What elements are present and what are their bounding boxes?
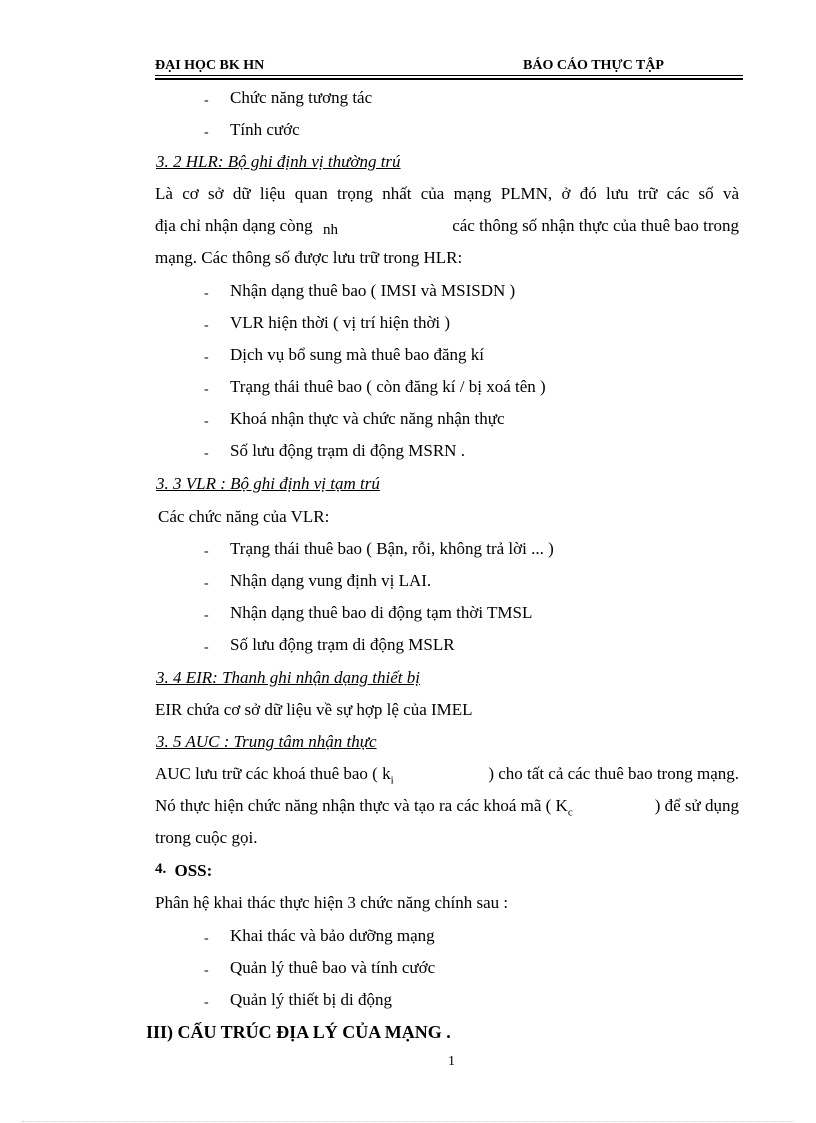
section-heading-vlr: 3. 3 VLR : Bộ ghi định vị tạm trú — [156, 474, 380, 493]
list-item: Chức năng tương tác — [230, 88, 373, 107]
list-item: Nhận dạng thuê bao ( IMSI và MSISDN ) — [230, 281, 516, 300]
hlr-paragraph-line-2: địa chỉ nhận dạng còng nh các thông số nhận thực của thuê bao trong — [155, 216, 739, 238]
list-item: Dịch vụ bổ sung mà thuê bao đăng kí — [230, 345, 485, 364]
header-right: BÁO CÁO THỰC TẬP — [523, 58, 664, 73]
hlr-paragraph-line-3: mạng. Các thông số được lưu trữ trong HLR: — [155, 248, 463, 267]
list-item: VLR hiện thời ( vị trí hiện thời ) — [230, 313, 451, 332]
list-item: Trạng thái thuê bao ( Bận, rỗi, không trả lời ... ) — [230, 539, 554, 558]
bullet-marker: - — [204, 544, 209, 559]
section-heading-hlr: 3. 2 HLR: Bộ ghi định vị thường trú — [156, 152, 401, 171]
bullet-marker: - — [204, 963, 209, 978]
section-heading-iii: III) CẤU TRÚC ĐỊA LÝ CỦA MẠNG . — [146, 1022, 451, 1042]
list-item: Số lưu động trạm di động MSRN . — [230, 441, 465, 460]
bullet-marker: - — [204, 995, 209, 1010]
list-item: Tính cước — [230, 120, 300, 139]
list-item: Khai thác và bảo dưỡng mạng — [230, 926, 435, 945]
header-rule-thin — [155, 75, 743, 76]
list-item: Khoá nhận thực và chức năng nhận thực — [230, 409, 505, 428]
list-item: Quản lý thuê bao và tính cước — [230, 958, 436, 977]
hlr-paragraph-line-1: Là cơ sở dữ liệu quan trọng nhất của mạng PLMN, ở đó lưu trữ các số và — [155, 184, 739, 203]
section-heading-eir: 3. 4 EIR: Thanh ghi nhận dạng thiết bị — [156, 668, 420, 687]
bullet-marker: - — [204, 414, 209, 429]
list-item: Số lưu động trạm di động MSLR — [230, 635, 455, 654]
list-item: Trạng thái thuê bao ( còn đăng kí / bị xoá tên ) — [230, 377, 546, 396]
list-item: Nhận dạng vung định vị LAI. — [230, 571, 432, 590]
auc-paragraph-line-2: Nó thực hiện chức năng nhận thực và tạo ra các khoá mã ( $K_c$ ) để sử dụng — [155, 796, 739, 819]
bullet-marker: - — [204, 446, 209, 461]
page-number: 1 — [448, 1054, 455, 1069]
section-heading-auc: 3. 5 AUC : Trung tâm nhận thực — [156, 732, 377, 751]
eir-text: EIR chứa cơ sở dữ liệu về sự hợp lệ của IMEL — [155, 700, 473, 719]
oss-intro: Phân hệ khai thác thực hiện 3 chức năng chính sau : — [155, 893, 509, 912]
bullet-marker: - — [204, 286, 209, 301]
auc-paragraph-line-3: trong cuộc gọi. — [155, 828, 258, 847]
list-item: Nhận dạng thuê bao di động tạm thời TMSL — [230, 603, 533, 622]
bullet-marker: - — [204, 350, 209, 365]
bullet-marker: - — [204, 931, 209, 946]
bullet-marker: - — [204, 93, 209, 108]
section-heading-oss: 4. OSS: — [155, 861, 213, 880]
bullet-marker: - — [204, 640, 209, 655]
bullet-marker: - — [204, 576, 209, 591]
bullet-marker: - — [204, 382, 209, 397]
header-left: ĐẠI HỌC BK HN — [155, 58, 265, 73]
bullet-marker: - — [204, 125, 209, 140]
bullet-marker: - — [204, 608, 209, 623]
header-rule-thick — [155, 78, 743, 80]
page-bottom-border — [22, 1121, 794, 1122]
vlr-intro: Các chức năng của VLR: — [158, 507, 330, 526]
auc-paragraph-line-1: AUC lưu trữ các khoá thuê bao ( $k_i$ ) cho tất cả các thuê bao trong mạng. — [155, 764, 739, 787]
bullet-marker: - — [204, 318, 209, 333]
list-item: Quản lý thiết bị di động — [230, 990, 392, 1009]
